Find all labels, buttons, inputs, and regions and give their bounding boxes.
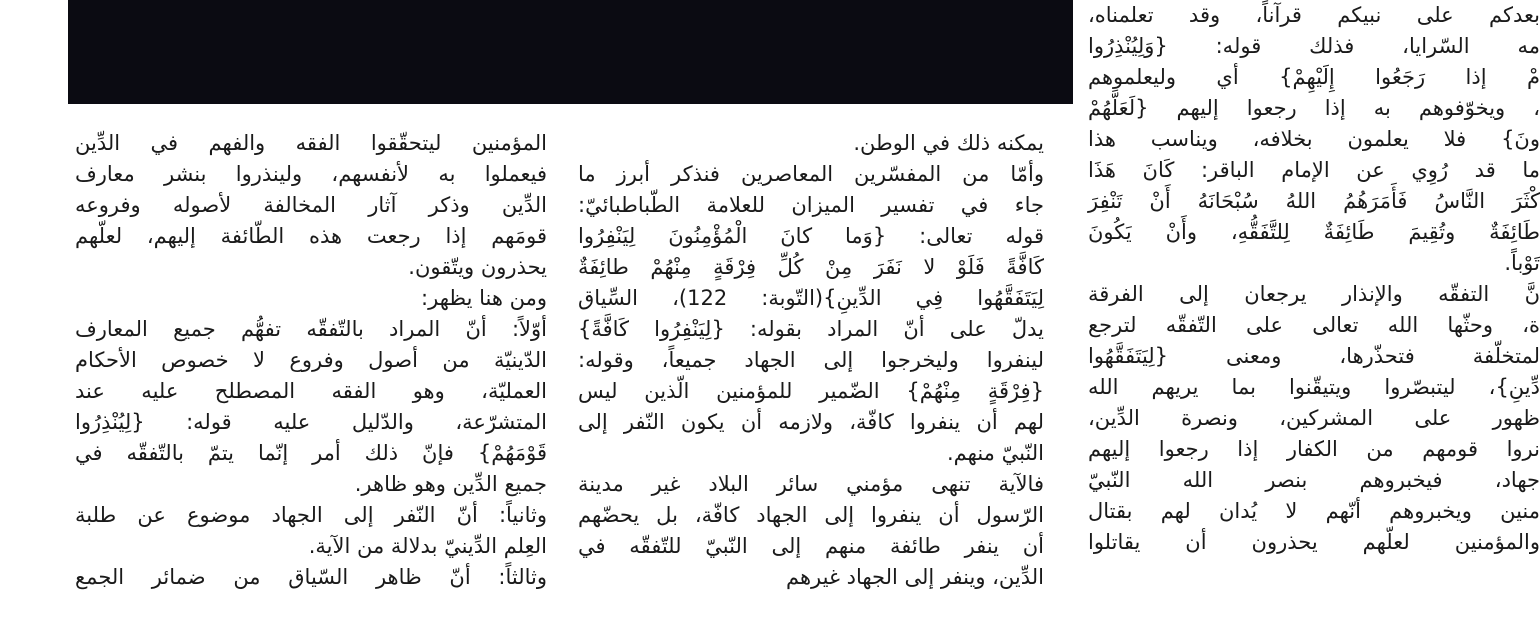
text-line: قومَهم إذا رجعت هذه الطّائفة إليهم، لعلّهم [75, 224, 547, 248]
text-line: كَافَّةً فَلَوْ لا نَفَرَ مِنْ كُلِّ فِرْقَةٍ مِنْهُمْ طائِفَةٌ [578, 255, 1044, 279]
text-line: فيعملوا به لأنفسهم، ولينذروا بنشر معارف [75, 162, 547, 186]
text-line: لهم أن ينفروا كافّة، ولازمه أن يكون النّفر إلى [578, 410, 1044, 434]
text-line: مه السّرايا، فذلك قوله: {وَلِيُنْذِرُوا [1088, 34, 1540, 58]
text-line: النّبيّ منهم. [946, 441, 1044, 465]
text-line: الدِّين وذكر آثار المخالفة لأصوله وفروعه [75, 193, 547, 217]
text-line: جهاد، فيخبروهم بنصر الله النّبيّ [1088, 468, 1540, 492]
text-line: وثالثاً: أنّ ظاهر السّياق من ضمائر الجمع [75, 565, 547, 589]
text-line: المؤمنين ليتحقّقوا الفقه والفهم في الدِّين [75, 131, 547, 155]
text-line: {فِرْقَةٍ مِنْهُمْ} الضّمير للمؤمنين الّذين ليس [578, 379, 1044, 403]
text-line: طَائِفَةٌ وتُقِيمَ طَائِفَةٌ لِلتَّفَقُّهِ، وأَنْ يَكُونَ [1088, 220, 1540, 244]
text-column-left [75, 128, 547, 593]
text-line: جميع الدِّين وهو ظاهر. [354, 472, 547, 496]
text-line: يحذرون ويتّقون. [408, 255, 547, 279]
text-line: جاء في تفسير الميزان للعلامة الطّباطبائيّ: [578, 193, 1044, 217]
text-column-right [1088, 0, 1540, 558]
black-image-block [68, 0, 1073, 104]
text-line: لينفروا وليخرجوا إلى الجهاد جميعاً، وقوله: [578, 348, 1044, 372]
text-line: تَوْباً. [1504, 251, 1540, 275]
text-line: الدّينيّة من أصول وفروع لا خصوص الأحكام [75, 348, 547, 372]
text-line: أوّلاً: أنّ المراد بالتّفقّه تفهُّم جميع المعارف [75, 317, 547, 341]
text-line: العِلم الدِّينيّ بدلالة من الآية. [308, 534, 547, 558]
text-line: ظهور على المشركين، ونصرة الدِّين، [1088, 406, 1540, 430]
text-line: يدلّ على أنّ المراد بقوله: {لِيَنْفِرُوا كَافَّةً} [578, 317, 1044, 341]
text-line: والمؤمنين لعلّهم يحذرون أن يقاتلوا [1088, 530, 1540, 554]
text-line: ، ويخوّفوهم به إذا رجعوا إليهم {لَعَلَّهُمْ [1088, 96, 1540, 120]
text-line: ومن هنا يظهر: [421, 286, 547, 310]
text-line: بعدكم على نبيكم قرآناً، وقد تعلمناه، [1088, 3, 1540, 27]
text-line: العمليّة، وهو الفقه المصطلح عليه عند [75, 379, 547, 403]
text-line: أن ينفر طائفة منهم إلى النّبيّ للتّفقّه في [578, 534, 1044, 558]
text-line: منين ويخبروهم أنّهم لا يُدان لهم بقتال [1088, 499, 1540, 523]
text-line: قَوْمَهُمْ} فإنّ ذلك أمر إنّما يتمّ بالتّفقّه في [75, 441, 547, 465]
text-line: قوله تعالى: {وَما كانَ الْمُؤْمِنُونَ لِيَنْفِرُوا [578, 224, 1044, 248]
text-line: وثانياً: أنّ النّفر إلى الجهاد موضوع عن طلبة [75, 503, 547, 527]
text-line: ة، وحثّها الله تعالى على التّفقّه لترجع [1088, 313, 1540, 337]
text-line: ما قد رُوِي عن الإمام الباقر: كَانَ هَذَا [1088, 158, 1540, 182]
text-line: دِّينِ}، ليتبصّروا ويتيقّنوا بما يريهم الله [1088, 375, 1540, 399]
text-line: يمكنه ذلك في الوطن. [853, 131, 1044, 155]
text-line: لِيَتَفَقَّهُوا فِي الدِّينِ}(التّوبة: 122)، السِّياق [578, 286, 1044, 310]
text-line: المتشرّعة، والدّليل عليه قوله: {لِيُنْذِرُوا [75, 410, 547, 434]
text-line: فالآية تنهى مؤمني سائر البلاد غير مدينة [578, 472, 1044, 496]
text-line: الدِّين، وينفر إلى الجهاد غيرهم [785, 565, 1044, 589]
text-line: نروا قومهم من الكفار إذا رجعوا إليهم [1088, 437, 1540, 461]
text-line: مْ إذا رَجَعُوا إِلَيْهِمْ} أي وليعلموهم [1088, 65, 1540, 89]
text-line: كْثَرَ النَّاسُ فَأَمَرَهُمُ اللهُ سُبْحَانَهُ أَنْ تَنْفِرَ [1088, 189, 1540, 213]
text-line: وأمّا من المفسّرين المعاصرين فنذكر أبرز ما [578, 162, 1044, 186]
text-line: لمتخلّفة فتحذّرها، ومعنى {لِيَتَفَقَّهُوا [1088, 344, 1540, 368]
text-column-middle [578, 128, 1044, 593]
text-line: نَّ التفقّه والإنذار يرجعان إلى الفرقة [1088, 282, 1540, 306]
text-line: الرّسول أن ينفروا إلى الجهاد كافّة، بل يحضّهم [578, 503, 1044, 527]
text-line: ونَ} فلا يعلمون بخلافه، ويناسب هذا [1088, 127, 1540, 151]
